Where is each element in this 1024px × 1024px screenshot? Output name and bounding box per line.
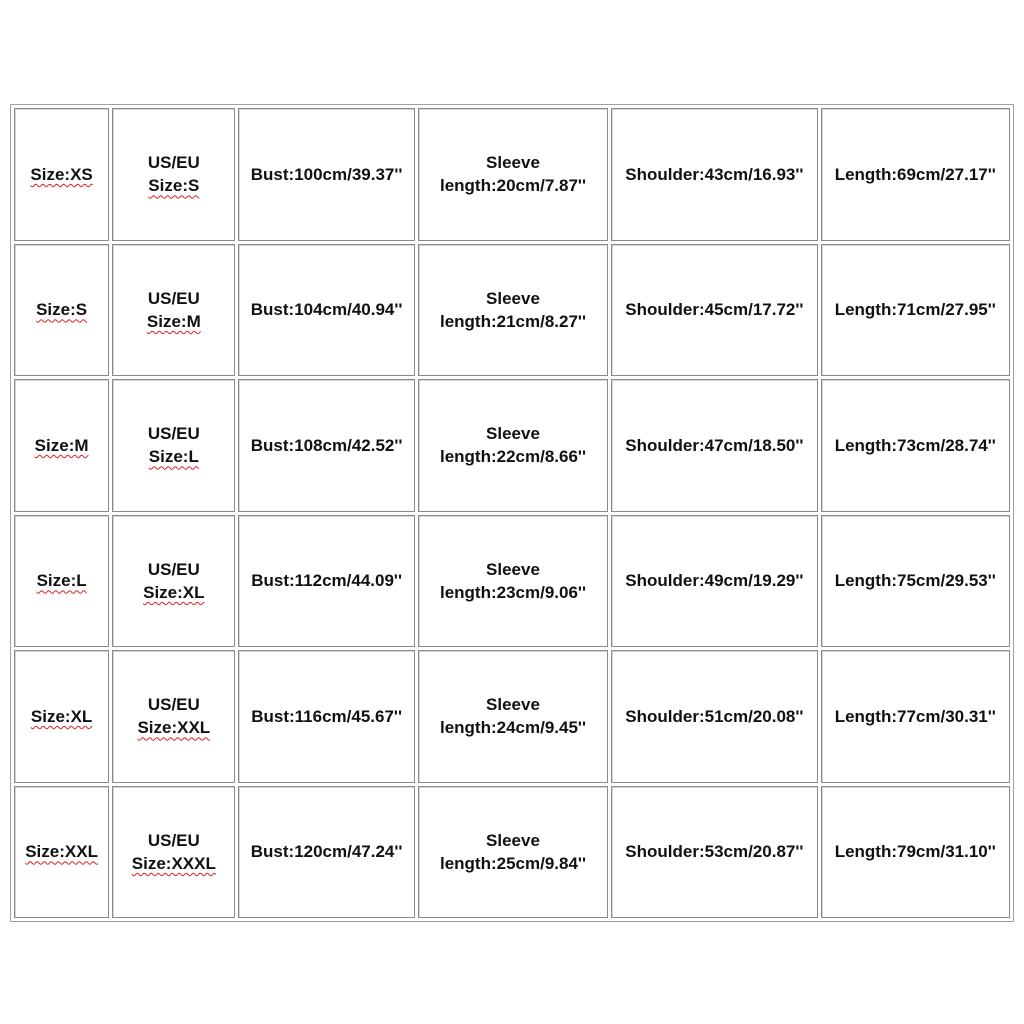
bust-value: Bust:116cm/45.67'' — [251, 706, 403, 726]
sleeve-value: length:22cm/8.66'' — [439, 447, 586, 467]
length-cell — [821, 244, 1010, 377]
us-eu-size-cell — [112, 108, 235, 241]
length-value: Length:75cm/29.53'' — [834, 571, 996, 591]
shoulder-cell — [611, 244, 817, 377]
shoulder-value: Shoulder:43cm/16.93'' — [625, 164, 804, 184]
sleeve-cell — [418, 515, 608, 648]
sleeve-label: Sleeve — [486, 153, 540, 173]
sleeve-cell — [418, 244, 608, 377]
bust-value: Bust:104cm/40.94'' — [250, 300, 403, 320]
sleeve-label: Sleeve — [486, 695, 540, 715]
bust-value: Bust:100cm/39.37'' — [250, 164, 403, 184]
us-eu-size-value: Size:XXL — [137, 718, 211, 738]
bust-value: Bust:112cm/44.09'' — [251, 571, 403, 591]
sleeve-value: length:25cm/9.84'' — [439, 853, 586, 873]
sleeve-label: Sleeve — [486, 830, 540, 850]
size-cell — [14, 379, 109, 512]
table-row — [14, 108, 1010, 241]
shoulder-cell — [611, 786, 817, 919]
bust-cell — [238, 786, 414, 919]
sleeve-cell — [418, 108, 608, 241]
length-value: Length:77cm/30.31'' — [834, 706, 996, 726]
shoulder-cell — [611, 379, 817, 512]
length-cell — [821, 650, 1010, 783]
us-eu-size-cell — [112, 379, 235, 512]
length-cell — [821, 515, 1010, 648]
shoulder-cell — [611, 108, 817, 241]
sleeve-label: Sleeve — [486, 559, 540, 579]
size-label: Size:L — [36, 571, 87, 591]
us-eu-size-value: Size:XL — [143, 582, 205, 602]
us-eu-size-value: Size:L — [148, 447, 199, 467]
shoulder-value: Shoulder:47cm/18.50'' — [625, 435, 804, 455]
us-eu-size-cell — [112, 786, 235, 919]
sleeve-value: length:21cm/8.27'' — [439, 311, 586, 331]
bust-value: Bust:108cm/42.52'' — [250, 435, 403, 455]
us-eu-size-value: Size:XXXL — [131, 853, 216, 873]
size-cell — [14, 244, 109, 377]
length-cell — [821, 108, 1010, 241]
bust-cell — [238, 379, 414, 512]
size-label: Size:M — [34, 435, 89, 455]
table-row — [14, 244, 1010, 377]
size-label: Size:S — [36, 300, 88, 320]
us-eu-label: US/EU — [147, 830, 200, 850]
bust-cell — [238, 515, 414, 648]
us-eu-label: US/EU — [147, 695, 200, 715]
length-value: Length:69cm/27.17'' — [834, 164, 996, 184]
sleeve-label: Sleeve — [486, 424, 540, 444]
length-value: Length:73cm/28.74'' — [834, 435, 996, 455]
us-eu-label: US/EU — [147, 153, 200, 173]
size-cell — [14, 108, 109, 241]
sleeve-value: length:24cm/9.45'' — [439, 718, 586, 738]
us-eu-size-value: Size:M — [146, 311, 201, 331]
sleeve-cell — [418, 786, 608, 919]
shoulder-value: Shoulder:53cm/20.87'' — [625, 842, 804, 862]
size-label: Size:XL — [30, 706, 93, 726]
shoulder-value: Shoulder:51cm/20.08'' — [625, 706, 804, 726]
sleeve-value: length:23cm/9.06'' — [439, 582, 586, 602]
sleeve-cell — [418, 650, 608, 783]
size-label: Size:XXL — [25, 842, 98, 862]
shoulder-cell — [611, 515, 817, 648]
shoulder-value: Shoulder:45cm/17.72'' — [625, 300, 804, 320]
us-eu-size-value: Size:S — [148, 176, 200, 196]
us-eu-label: US/EU — [147, 559, 200, 579]
size-cell — [14, 515, 109, 648]
us-eu-size-cell — [112, 515, 235, 648]
size-cell — [14, 650, 109, 783]
bust-cell — [238, 650, 414, 783]
sleeve-value: length:20cm/7.87'' — [439, 176, 586, 196]
table-row — [14, 650, 1010, 783]
sleeve-cell — [418, 379, 608, 512]
sleeve-label: Sleeve — [486, 288, 540, 308]
table-row — [14, 379, 1010, 512]
bust-value: Bust:120cm/47.24'' — [250, 842, 403, 862]
shoulder-cell — [611, 650, 817, 783]
length-cell — [821, 786, 1010, 919]
shoulder-value: Shoulder:49cm/19.29'' — [625, 571, 804, 591]
us-eu-label: US/EU — [147, 288, 200, 308]
table-row — [14, 515, 1010, 648]
us-eu-label: US/EU — [147, 424, 200, 444]
size-cell — [14, 786, 109, 919]
bust-cell — [238, 244, 414, 377]
bust-cell — [238, 108, 414, 241]
us-eu-size-cell — [112, 650, 235, 783]
table-row — [14, 786, 1010, 919]
us-eu-size-cell — [112, 244, 235, 377]
length-value: Length:71cm/27.95'' — [834, 300, 996, 320]
length-cell — [821, 379, 1010, 512]
size-label: Size:XS — [30, 164, 93, 184]
size-chart-table — [10, 104, 1014, 922]
length-value: Length:79cm/31.10'' — [834, 842, 996, 862]
